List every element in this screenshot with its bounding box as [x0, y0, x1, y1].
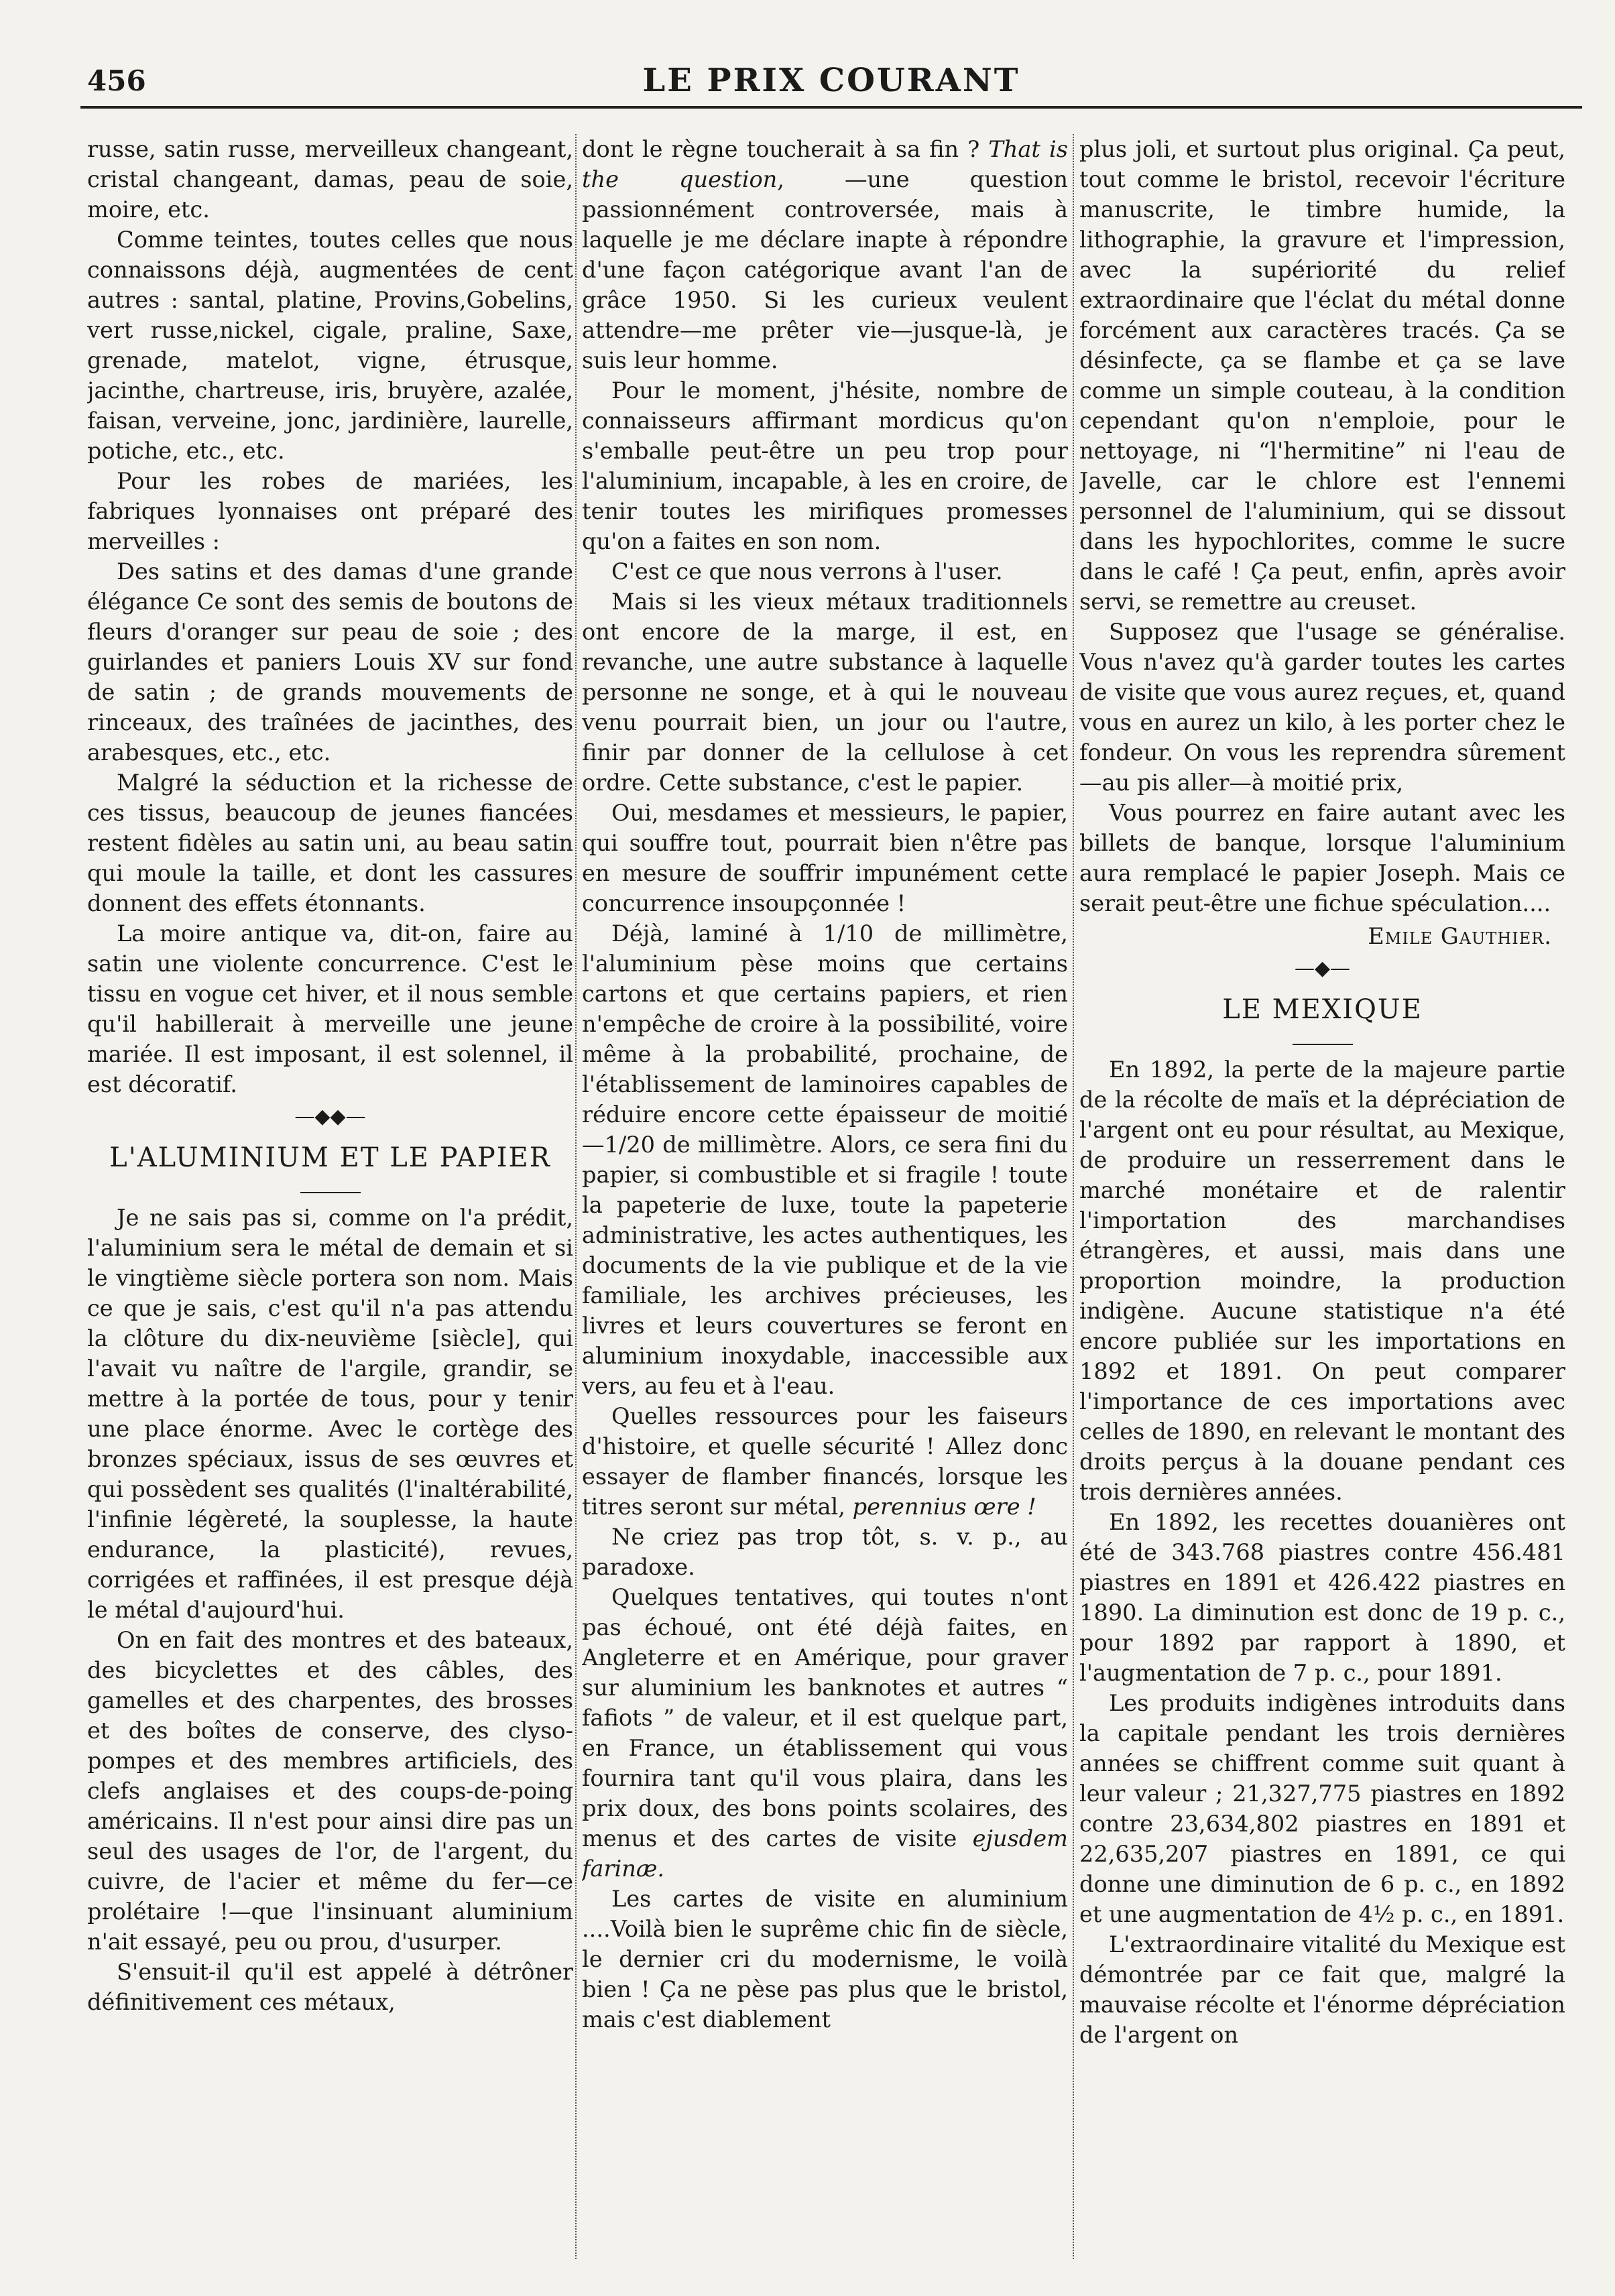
- column-3: [1079, 134, 1565, 2259]
- paragraph: Comme teintes, toutes celles que nous connaissons déjà, augmentées de cent autres : santal, platine, Provins,Gobelins, vert russe,nickel, cigale, praline, Saxe, grenade, matelot, vigne, étrusque, jacinthe, chartreuse, iris, bruyère, azalée, faisan, verveine, jonc, jardinière, laurelle, potiche, etc., etc.: [87, 227, 573, 464]
- paragraph: Pour les robes de mariées, les fabriques lyonnaises ont préparé des merveilles :: [87, 468, 573, 554]
- paragraph: russe, satin russe, merveilleux changeant, cristal changeant, damas, peau de soie, moire, etc.: [87, 136, 573, 223]
- paragraph: Vous pourrez en faire autant avec les billets de banque, lorsque l'aluminium aura remplacé le papier Joseph. Mais ce serait peut-être une fichue spéculation....: [1079, 800, 1565, 916]
- paragraph: Pour le moment, j'hésite, nombre de connaisseurs affirmant mordicus qu'on s'emballe peut-être un peu trop pour l'aluminium, incapable, à les en croire, de tenir toutes les mirifiques promesses qu'on a faites en son nom.: [582, 377, 1068, 554]
- page-number: 456: [87, 64, 146, 97]
- italic-phrase: ejusdem farinæ.: [582, 1825, 1068, 1882]
- paragraph: Supposez que l'usage se généralise. Vous n'avez qu'à garder toutes les cartes de visite que vous aurez reçues, et, quand vous en aurez un kilo, à les porter chez le fondeur. On vous les reprendra sûrement—au pis aller—à moitié prix,: [1079, 619, 1565, 796]
- paragraph: [582, 1401, 1068, 1522]
- paragraph: On en fait des montres et des bateaux, des bicyclettes et des câbles, des gamelles et des charpentes, des brosses et des boîtes de conserve, des clyso-pompes et des membres artificiels, des clefs anglaises et des coups-de-poing américains. Il n'est pour ainsi dire pas un seul des usages de l'or, de l'argent, du cuivre, de l'acier et même du fer—ce prolétaire !—que l'insinuant aluminium n'ait essayé, peu ou prou, d'usurper.: [87, 1627, 573, 1955]
- paragraph: [582, 1582, 1068, 1884]
- paragraph: plus joli, et surtout plus original. Ça peut, tout comme le bristol, recevoir l'écriture manuscrite, le timbre humide, la lithographie, la gravure et l'impression, avec la supériorité du relief extraordinaire que l'éclat du métal donne forcément aux caractères tracés. Ça se désinfecte, ça se flambe et ça se lave comme un simple couteau, à la condition cependant qu'on n'emploie, pour le nettoyage, ni “l'hermitine” ni l'eau de Javelle, car le chlore est l'ennemi personnel de l'aluminium, qui se dissout dans les hypochlorites, comme le sucre dans le café ! Ça peut, enfin, après avoir servi, se remettre au creuset.: [1079, 136, 1565, 615]
- paragraph: Mais si les vieux métaux traditionnels ont encore de la marge, il est, en revanche, une autre substance à laquelle personne ne songe, et à qui le nouveau venu pourrait bien, un jour ou l'autre, finir par donner de la cellulose à cet ordre. Cette substance, c'est le papier.: [582, 589, 1068, 796]
- column-divider: [1073, 134, 1074, 2259]
- paragraph: Déjà, laminé à 1/10 de millimètre, l'aluminium pèse moins que certains cartons et que certains papiers, et rien n'empêche de croire à la possibilité, voire même à la probabilité, prochaine, de l'établissement de laminoires capables de réduire encore cette épaisseur de moitié—1/20 de millimètre. Alors, ce sera fini du papier, si combustible et si fragile ! toute la papeterie de luxe, toute la papeterie administrative, les actes authentiques, les documents de la vie publique et de la vie familiale, les archives précieuses, les livres et leurs couvertures se feront en aluminium inoxydable, inaccessible aux vers, au feu et à l'eau.: [582, 920, 1068, 1399]
- column-divider: [575, 134, 577, 2259]
- paragraph: Malgré la séduction et la richesse de ces tissus, beaucoup de jeunes fiancées restent fidèles au satin uni, au beau satin qui moule la taille, et dont les cassures donnent des effets étonnants.: [87, 770, 573, 916]
- paragraph: La moire antique va, dit-on, faire au satin une violente concurrence. C'est le tissu en vogue cet hiver, et il nous semble qu'il habillerait à merveille une jeune mariée. Il est imposant, il est solennel, il est décoratif.: [87, 920, 573, 1097]
- section-title: L'ALUMINIUM ET LE PAPIER: [109, 1142, 551, 1173]
- paragraph: Les produits indigènes introduits dans la capitale pendant les trois dernières années se chiffrent comme suit quant à leur valeur ; 21,327,775 piastres en 1892 contre 23,634,802 piastres en 1891 et 22,635,207 piastres en 1891, ce qui donne une diminution de 6 p. c., en 1892 et une augmentation de 4½ p. c., en 1891.: [1079, 1690, 1565, 1927]
- section-title: LE MEXIQUE: [1222, 994, 1423, 1025]
- section-ornament: —◆◆—: [294, 1105, 366, 1128]
- page-header: [80, 59, 1582, 109]
- paragraph: Ne criez pas trop tôt, s. v. p., au paradoxe.: [582, 1524, 1068, 1580]
- paragraph: Je ne sais pas si, comme on l'a prédit, l'aluminium sera le métal de demain et si le vingtième siècle portera son nom. Mais ce que je sais, c'est qu'il n'a pas attendu la clôture du dix-neuvième [siècle], qui l'avait vu naître de l'argile, grandir, se mettre à la portée de tous, pour y tenir une place énorme. Avec le cortège des bronzes spéciaux, issus de ses œuvres et qui possèdent ses qualités (l'inaltérabilité, l'infinie légèreté, la souplesse, la haute endurance, la plasticité), revues, corrigées et raffinées, il est presque déjà le métal d'aujourd'hui.: [87, 1205, 573, 1623]
- paragraph: En 1892, la perte de la majeure partie de la récolte de maïs et la dépréciation de l'argent ont eu pour résultat, au Mexique, de produire un resserrement dans le marché monétaire et de ralentir l'importation des marchandises étrangères, et aussi, mais dans une proportion moindre, la production indigène. Aucune statistique n'a été encore publiée sur les importations en 1892 et 1891. On peut comparer l'importance de ces importations avec celles de 1890, en relevant le montant des droits perçus à la douane pendant ces trois dernières années.: [1079, 1056, 1565, 1505]
- paragraph: [582, 134, 1068, 375]
- text-run: dont le règne toucherait à sa fin ?: [582, 136, 989, 162]
- journal-title: LE PRIX COURANT: [642, 62, 1020, 99]
- title-underline: [1293, 1044, 1353, 1045]
- column-1: [87, 134, 573, 2259]
- column-2: [582, 134, 1068, 2259]
- title-underline: [300, 1192, 361, 1193]
- paragraph: Les cartes de visite en aluminium ....Voilà bien le suprême chic fin de siècle, le dernier cri du modernisme, le voilà bien ! Ça ne pèse pas plus que le bristol, mais c'est diablement: [582, 1886, 1068, 2033]
- text-run: Quelques tentatives, qui toutes n'ont pas échoué, ont été déjà faites, en Angleterre et en Amérique, pour graver sur aluminium les banknotes et autres “ fafiots ” de valeur, et il est quelque part, en France, un établissement qui vous fournira tant qu'il vous plaira, dans les prix doux, des bons points scolaires, des menus et des cartes de visite: [582, 1584, 1068, 1852]
- text-run: Quelles ressources pour les faiseurs d'histoire, et quelle sécurité ! Allez donc essayer de flamber financés, lorsque les titres seront sur métal,: [582, 1403, 1068, 1520]
- author-signature: Emile Gauthier.: [1368, 923, 1552, 949]
- paragraph: S'ensuit-il qu'il est appelé à détrôner définitivement ces métaux,: [87, 1959, 573, 2015]
- text-run: , —une question passionnément controversée, mais à laquelle je me déclare inapte à répondre d'une façon catégorique avant l'an de grâce 1950. Si les curieux veulent attendre—me prêter vie—jusque-là, je suis leur homme.: [582, 166, 1068, 373]
- italic-phrase: That is the question: [582, 136, 1068, 192]
- paragraph: C'est ce que nous verrons à l'user.: [611, 558, 1003, 585]
- paragraph: L'extraordinaire vitalité du Mexique est démontrée par ce fait que, malgré la mauvaise récolte et l'énorme dépréciation de l'argent on: [1079, 1931, 1565, 2048]
- paragraph: En 1892, les recettes douanières ont été de 343.768 piastres contre 456.481 piastres en 1891 et 426.422 piastres en 1890. La diminution est donc de 19 p. c., pour 1892 par rapport à 1890, et l'augmentation de 7 p. c., pour 1891.: [1079, 1509, 1565, 1686]
- italic-phrase: perennius œre !: [852, 1494, 1036, 1520]
- section-ornament: —◆—: [1294, 957, 1351, 980]
- paragraph: Des satins et des damas d'une grande élégance Ce sont des semis de boutons de fleurs d'oranger sur peau de soie ; des guirlandes et paniers Louis XV sur fond de satin ; de grands mouvements de rinceaux, des traînées de jacinthes, des arabesques, etc., etc.: [87, 558, 573, 766]
- paragraph: Oui, mesdames et messieurs, le papier, qui souffre tout, pourrait bien n'être pas en mesure de souffrir impunément cette concurrence insoupçonnée !: [582, 800, 1068, 916]
